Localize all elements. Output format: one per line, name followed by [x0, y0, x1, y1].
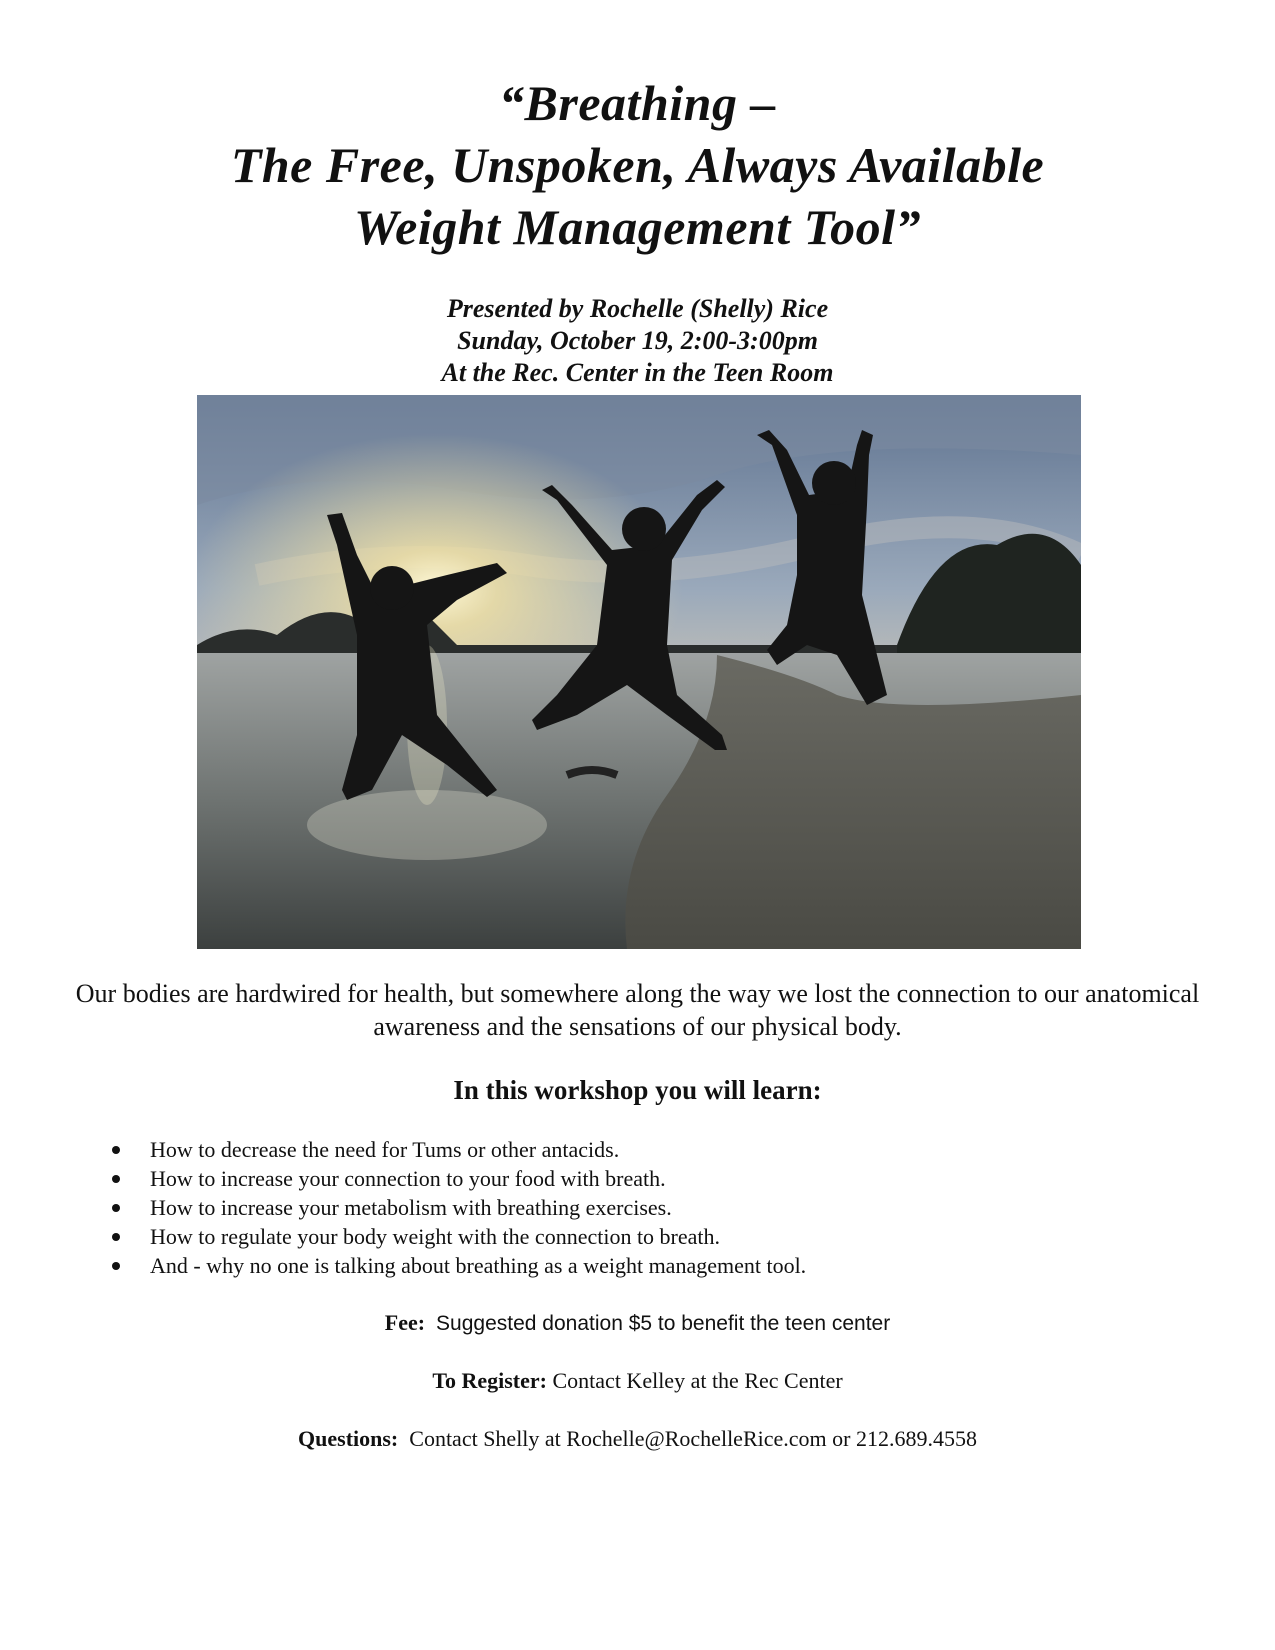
title-line-2: The Free, Unspoken, Always Available [230, 137, 1045, 193]
list-item [108, 1193, 1208, 1222]
bullet-icon [112, 1146, 120, 1154]
location-line: At the Rec. Center in the Teen Room [441, 358, 834, 387]
list-item-text: How to increase your connection to your food with breath. [150, 1166, 666, 1191]
fee-value: Suggested donation $5 to benefit the teen center [436, 1312, 891, 1335]
register-line [0, 1367, 1275, 1395]
list-item-text: How to increase your metabolism with breathing exercises. [150, 1195, 672, 1220]
learn-heading: In this workshop you will learn: [453, 1075, 822, 1105]
fee-label: Fee: [384, 1310, 426, 1335]
list-item-text: How to decrease the need for Tums or other antacids. [150, 1137, 620, 1162]
bullet-icon [112, 1233, 120, 1241]
bullet-icon [112, 1262, 120, 1270]
questions-value: Contact Shelly at Rochelle@RochelleRice.com or 212.689.4558 [409, 1426, 977, 1451]
list-item [108, 1222, 1208, 1251]
presenter-line: Presented by Rochelle (Shelly) Rice [446, 294, 829, 323]
register-label: To Register: [432, 1368, 547, 1393]
bullet-icon [112, 1204, 120, 1212]
questions-line [0, 1425, 1275, 1453]
questions-label: Questions: [298, 1426, 399, 1451]
list-item-text: How to regulate your body weight with the connection to breath. [150, 1224, 721, 1249]
event-details [0, 293, 1275, 389]
beach-jump-photo [197, 395, 1081, 949]
bullet-icon [112, 1175, 120, 1183]
title-line-1: “Breathing – [499, 75, 776, 131]
intro-paragraph: Our bodies are hardwired for health, but somewhere along the way we lost the connection to our anatomical awareness and the sensations of our physical body. [75, 979, 1200, 1041]
list-item-text: And - why no one is talking about breathing as a weight management tool. [150, 1253, 807, 1278]
flyer-title [0, 72, 1275, 258]
datetime-line: Sunday, October 19, 2:00-3:00pm [457, 326, 818, 355]
list-item [108, 1251, 1208, 1280]
register-value: Contact Kelley at the Rec Center [552, 1368, 843, 1393]
title-line-3: Weight Management Tool” [353, 199, 922, 255]
fee-line [0, 1309, 1275, 1338]
learn-list [108, 1135, 1208, 1280]
list-item [108, 1135, 1208, 1164]
list-item [108, 1164, 1208, 1193]
